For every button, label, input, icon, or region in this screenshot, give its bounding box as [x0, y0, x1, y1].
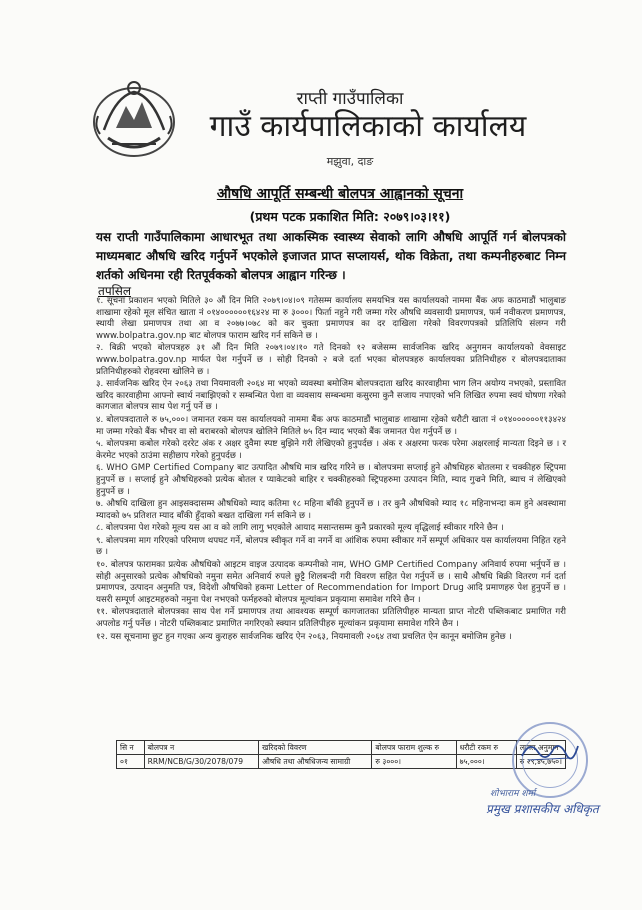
- clause-list: [96, 296, 566, 644]
- publish-date-line: (प्रथम पटक प्रकाशित मिति: २०७९।०३।११): [249, 209, 451, 224]
- clause-11: ११. बोलपत्रदाताले बोलपत्रका साथ पेश गर्ने प्रमाणपत्र तथा आवश्यक सम्पूर्ण कागजातका प्रतिलिपीहरु मान्यता प्राप्त नोटरी पब्लिकबाट प्रमाणित गरी अपलोड गर्नु पर्नेछ । नोटरी पब्लिकबाट प्रमाणित नगरिएको स्क्यान प्रतिलिपीहरु मूल्यांकन प्रकृयामा समावेश गरिने छैन ।: [96, 607, 566, 630]
- cell-form-fee: रु ३०००।: [372, 755, 456, 769]
- signatory-role: प्रमुख प्रशासकीय अधिकृत: [486, 802, 599, 816]
- clause-9: ९. बोलपत्रमा माग गरिएको परिमाण थपघट गर्ने, बोलपत्र स्वीकृत गर्ने वा नगर्ने वा आंशिक रुपमा स्वीकार गर्ने सम्पूर्ण अधिकार यस कार्यालयमा निहित रहने छ ।: [96, 535, 566, 558]
- col-header-form-fee: बोलपत्र फाराम शुल्क रु: [372, 741, 456, 755]
- clause-5: ५. बोलपत्रमा कबोल गरेको दररेट अंक र अक्षर दुवैमा स्पष्ट बुझिने गरी लेखिएको हुनुपर्दछ । अंक र अक्षरमा फरक परेमा अक्षरलाई मान्यता दिइने छ । र केरमेट भएको ठाउंमा सहीछाप गरेको हुनुपर्दछ ।: [96, 439, 566, 461]
- clause-2: २. बिक्री भएको बोलपत्रहरु ३१ औं दिन मिति २०७९।०४।१० गते दिनको १२ बजेसम्म सार्वजनिक खरिद अनुगमन कार्यालयको वेवसाइट www.bolpatra.gov.np मार्फत पेश गर्नुपर्ने छ । सोही दिनको २ बजे दर्ता भएका बोलपत्रहरु कार्यालयका प्रतिनिधीहरु र बोलपत्रदाताका प्रतिनिधीहरुको रोहवरमा खोलिने छ ।: [96, 343, 566, 377]
- notice-title: औषधि आपूर्ति सम्बन्धी बोलपत्र आह्वानको सूचना: [216, 186, 464, 202]
- bid-table: [116, 740, 566, 769]
- col-header-serial: सि न: [117, 741, 145, 755]
- clause-10: १०. बोलपत्र फारामका प्रत्येक औषधिको आइटम वाइज उत्पादक कम्पनीको नाम, WHO GMP Certified Company अनिवार्य रुपमा भर्नुपर्ने छ । सोही अनुसारको प्रत्येक औषधिको नमुना समेत अनिवार्य रुपले छुट्टै शिलबन्दी गरी विवरण सहित पेश गर्नुपर्ने छ । साथै औषधि बिक्री वितरण गर्न दर्ता प्रमाणपत्र, उत्पादन अनुमति पत्र, विदेशी औषधिको हकमा Letter of Recommendation for Import Drug आदि प्रमाणहरु पेश हुनुपर्ने छ । यसरी सम्पूर्ण आइटमहरुको नमुना पेश नभएको फर्महरुको बोलपत्र मूल्यांकन प्रकृयामा समावेश गरिने छैन ।: [96, 560, 566, 605]
- col-header-cost-estimate: लागत अनुमान: [516, 741, 565, 755]
- signature-icon: [520, 736, 580, 764]
- col-header-description: खरिदको विवरण: [259, 741, 372, 755]
- clause-8: ८. बोलपत्रमा पेश गरेको मूल्य यस आ व को लागि लागु भएकोले आयाद मसान्तसम्म कुनै प्रकारको मूल्य वृद्धिलाई स्वीकार गरिने छैन ।: [96, 523, 504, 534]
- clause-6: ६. WHO GMP Certified Company बाट उत्पादित औषधि मात्र खरिद गरिने छ । बोलपत्रमा सप्लाई हुने औषधिहरु बोतलमा र चक्कीहरु स्ट्रिपमा हुनुपर्ने छ । सप्लाई हुने औषधिहरुको प्रत्येक बोतल र प्याकेटको बाहिर र चक्कीहरुको स्ट्रिपहरुमा उत्पादन मिति, म्याद गुज्रने मिति, ब्याच नं लेखिएको हुनुपर्ने छ ।: [96, 463, 566, 497]
- cell-serial: ०१: [117, 755, 145, 769]
- table-header-row: [117, 741, 566, 755]
- office-title: गाउँ कार्यपालिकाको कार्यालय: [209, 109, 527, 144]
- signatory-name: शोभाराम शर्मा: [490, 789, 536, 799]
- col-header-bid-number: बोलपत्र न: [144, 741, 259, 755]
- clause-1: १. सूचना प्रकाशन भएको मितिले ३० औं दिन मिति २०७९।०४।०९ गतेसम्म कार्यालय समयभित्र यस कार्यालयको नाममा बैंक अफ काठमाडौं भालुबाङ शाखामा रहेको मूल संचित खाता नं ०१४००००००१६४२४ मा रु ३०००। फिर्ता नहुने गरी जम्मा गरेर औषधि व्यवसायी प्रमाणपत्र, फर्म नवीकरण प्रमाणपत्र, स्थायी लेखा प्रमाणपत्र तथा आ व २०७७।०७८ को कर चुक्ता प्रमाणपत्र का दर दाखिला गरेको विवरणपत्रको प्रतिलिपि संलग्न गरी www.bolpatra.gov.np बाट बोलपत्र फाराम खरिद गर्न सकिने छ ।: [96, 296, 566, 341]
- clause-3: ३. सार्वजनिक खरिद ऐन २०६३ तथा नियमावली २०६४ मा भएको व्यवस्था बमोजिम बोलपत्रदाता खरिद कारवाहीमा भाग लिन अयोग्य नभएको, प्रस्तावित खरिद कारवाहीमा आफ्नो स्वार्थ नबाझिएको र सम्बन्धित पेशा वा व्यवसाय सम्बन्धमा कसुरमा कुनै सजाय नपाएको भनि लिखित रुपमा स्वयं घोषणा गरेको कागजात बोलपत्र साथ पेश गर्नु पर्ने छ ।: [96, 379, 566, 413]
- cell-cost-estimate: रु २९,४५,७५०।: [516, 755, 565, 769]
- clause-4: ४. बोलपत्रदाताले रु ७५,०००। जमानत रकम यस कार्यालयको नाममा बैंक अफ काठमाडौं भालुबाङ शाखामा रहेको धरौटी खाता नं ०१४००००००११३४२४ मा जम्मा गरेको बैंक भौचर वा सो बराबरको बोलपत्र खोलिने मितिले ७५ दिन म्याद भएको बैंक जमानत पेश गर्नुपर्ने छ ।: [96, 414, 566, 437]
- cell-deposit: ७५,०००।: [456, 755, 516, 769]
- col-header-deposit: धरौटी रकम रु: [456, 741, 516, 755]
- office-address: मझुवा, दाङ: [326, 155, 374, 168]
- cell-description: औषधि तथा औषधिजन्य सामाग्री: [259, 755, 372, 769]
- table-row: [117, 755, 566, 769]
- annex-label: तपसिल: [98, 284, 132, 298]
- notice-intro: यस राप्ती गाउँपालिकामा आधारभूत तथा आकस्मिक स्वास्थ्य सेवाको लागि औषधि आपूर्ति गर्न बोलपत्रको माध्यमबाट औषधि खरिद गर्नुपर्ने भएकोले इजाजत प्राप्त सप्लायर्स, थोक विक्रेता, तथा कम्पनीहरुबाट निम्न शर्तको अधिनमा रही रितपूर्वकको बोलपत्र आह्वान गरिन्छ ।: [96, 230, 566, 282]
- clause-12: १२. यस सूचनामा छुट हुन गएका अन्य कुराहरु सार्वजनिक खरिद ऐन २०६३, नियमावली २०६४ तथा प्रचलित ऐन कानून बमोजिम हुनेछ ।: [96, 631, 512, 642]
- clause-7: ७. औषधि दाखिला हुन आइसक्दासम्म औषधिको म्याद कतिमा १८ महिना बाँकी हुनुपर्ने छ । तर कुनै औषधिको म्याद १८ महिनाभन्दा कम हुने अवस्थामा म्यादको ७५ प्रतिशत म्याद बाँकी हुँदाको बखत दाखिला गर्न सकिने छ ।: [96, 499, 566, 521]
- cell-bid-number: RRM/NCB/G/30/2078/079: [144, 755, 259, 769]
- office-name: राप्ती गाउँपालिका: [296, 89, 404, 109]
